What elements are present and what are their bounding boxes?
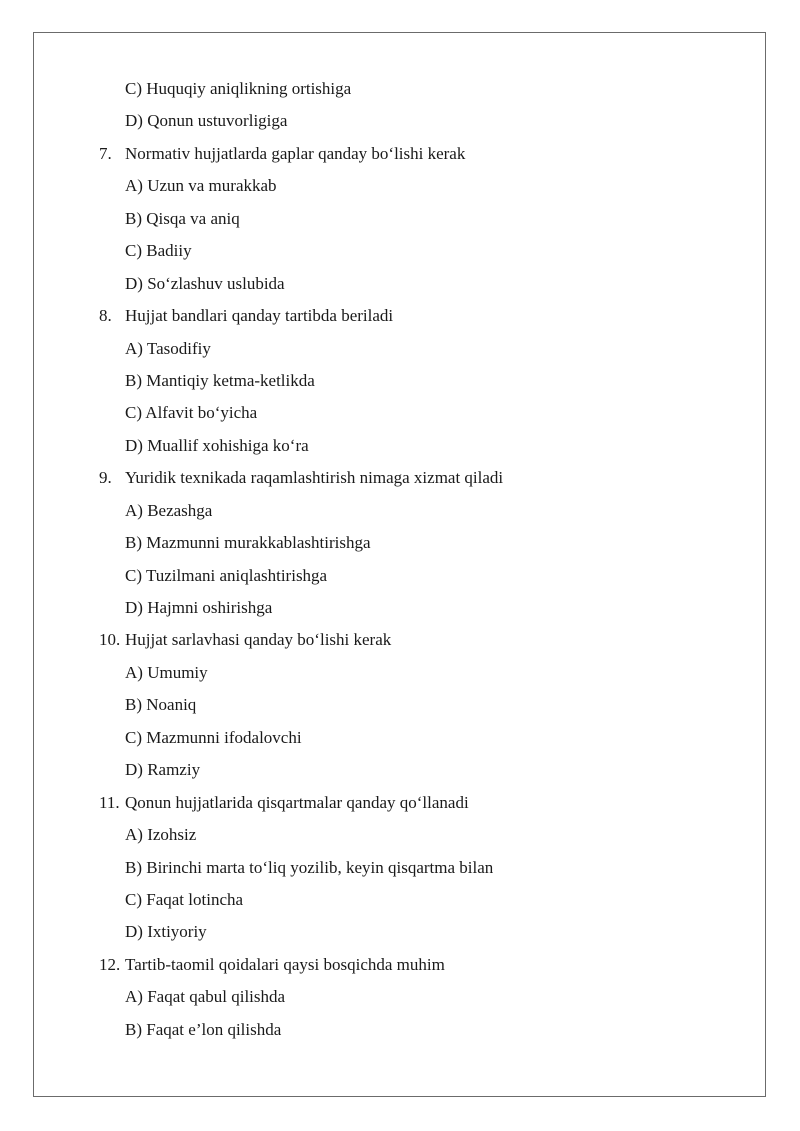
question-item [0,624,800,656]
question-text: Normativ hujjatlarda gaplar qanday bo‘lishi kerak [125,143,466,163]
question-item [0,300,800,332]
answer-option [0,430,800,462]
answer-option [0,852,800,884]
question-item [0,949,800,981]
answer-option [0,560,800,592]
option-text: A) Umumiy [125,662,208,682]
answer-option [0,527,800,559]
option-text: D) So‘zlashuv uslubida [125,273,285,293]
answer-option [0,819,800,851]
question-text: Hujjat bandlari qanday tartibda beriladi [125,306,394,326]
option-text: C) Mazmunni ifodalovchi [125,727,302,747]
question-item [0,462,800,494]
option-text: B) Faqat e’lon qilishda [125,1019,282,1039]
question-number: 7. [99,143,112,163]
answer-option [0,73,800,105]
option-text: C) Faqat lotincha [125,889,244,909]
answer-option [0,365,800,397]
answer-option [0,203,800,235]
option-text: C) Huquqiy aniqlikning ortishiga [125,79,352,98]
option-text: A) Izohsiz [125,825,197,845]
question-text: Hujjat sarlavhasi qanday bo‘lishi kerak [125,630,392,650]
answer-option [0,1014,800,1046]
option-text: B) Mazmunni murakkablashtirishga [125,533,371,553]
option-text: B) Birinchi marta to‘liq yozilib, keyin qisqartma bilan [125,857,494,877]
option-text: B) Noaniq [125,695,197,715]
option-text: C) Alfavit bo‘yicha [125,403,258,423]
answer-option [0,916,800,948]
question-list [0,73,800,1046]
option-text: A) Bezashga [125,500,213,520]
question-text: Qonun hujjatlarida qisqartmalar qanday qo‘llanadi [125,792,469,812]
question-number: 12. [99,954,121,974]
option-text: D) Ramziy [125,760,201,780]
question-number: 9. [99,468,112,488]
question-text: Tartib-taomil qoidalari qaysi bosqichda muhim [125,954,445,974]
answer-option [0,754,800,786]
answer-option [0,397,800,429]
option-text: C) Tuzilmani aniqlashtirishga [125,565,328,585]
question-number: 11. [99,792,120,812]
answer-option [0,268,800,300]
answer-option [0,657,800,689]
option-text: D) Ixtiyoriy [125,922,207,942]
question-item [0,138,800,170]
answer-option [0,170,800,202]
answer-option [0,689,800,721]
answer-option [0,495,800,527]
answer-option [0,235,800,267]
question-number: 10. [99,630,121,650]
option-text: C) Badiiy [125,241,192,261]
option-text: B) Qisqa va aniq [125,208,240,228]
option-text: D) Hajmni oshirishga [125,598,273,617]
option-text: B) Mantiqiy ketma-ketlikda [125,370,315,390]
answer-option [0,333,800,365]
option-text: A) Uzun va murakkab [125,176,277,196]
option-text: D) Qonun ustuvorligiga [125,111,288,131]
answer-option [0,722,800,754]
option-text: D) Muallif xohishiga ko‘ra [125,435,309,455]
question-text: Yuridik texnikada raqamlashtirish nimaga xizmat qiladi [125,468,504,488]
answer-option [0,981,800,1013]
question-item [0,787,800,819]
question-number: 8. [99,306,112,326]
answer-option [0,105,800,137]
answer-option [0,884,800,916]
option-text: A) Tasodifiy [125,338,211,358]
option-text: A) Faqat qabul qilishda [125,987,286,1007]
answer-option [0,592,800,624]
